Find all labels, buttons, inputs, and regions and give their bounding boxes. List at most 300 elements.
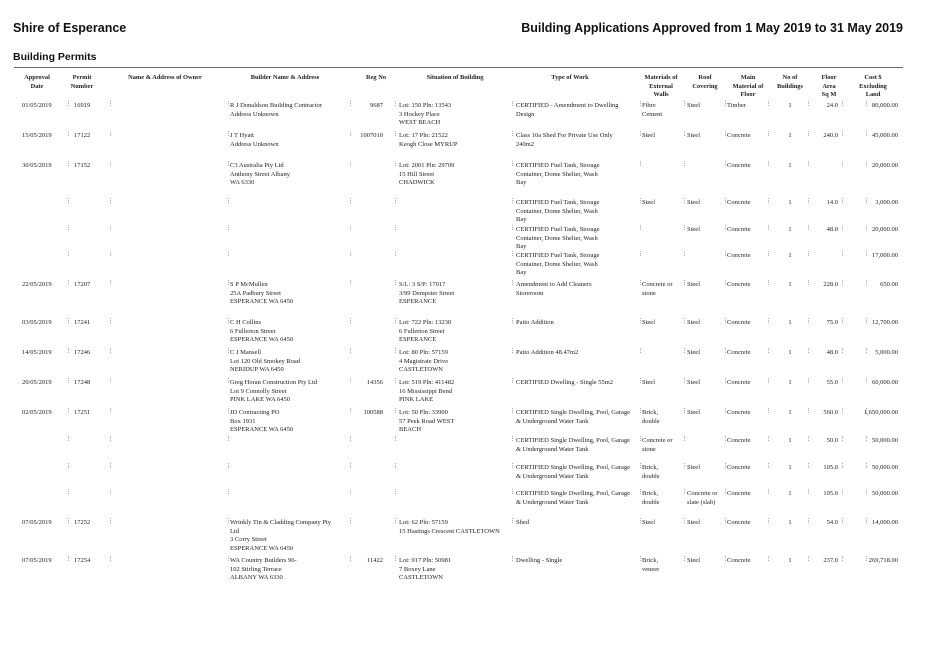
approval-date: 15/05/2019 (22, 132, 52, 139)
column-divider-tick (684, 161, 685, 166)
column-header-roof: Roof Covering (692, 74, 718, 90)
cost: 1,650,000.00 (863, 409, 898, 416)
column-divider-tick (395, 348, 396, 353)
column-divider-tick (110, 161, 111, 166)
column-divider-tick (768, 198, 769, 203)
column-divider-tick (684, 280, 685, 285)
column-divider-tick (725, 280, 726, 285)
column-divider-tick (866, 348, 867, 353)
column-divider-tick (68, 318, 69, 323)
column-divider-tick (512, 378, 513, 383)
column-divider-tick (350, 436, 351, 441)
column-divider-tick (512, 489, 513, 494)
situation: Lot: 917 Pln: 50981 7 Boxey Lane CASTLETOWN (399, 557, 452, 582)
column-divider-tick (684, 436, 685, 441)
external-walls: Fibre Cement (642, 102, 663, 118)
external-walls: Steel (642, 132, 655, 139)
column-divider-tick (808, 378, 809, 383)
column-divider-tick (808, 436, 809, 441)
column-divider-tick (110, 225, 111, 230)
column-divider-tick (512, 436, 513, 441)
column-divider-tick (866, 436, 867, 441)
type-of-work: CERTIFIED Fuel Tank, Storage Container, Dome Shelter, Wash Bay (516, 199, 600, 224)
column-divider-tick (512, 131, 513, 136)
column-header-type-of-work: Type of Work (551, 74, 589, 81)
column-divider-tick (725, 101, 726, 106)
column-divider-tick (866, 463, 867, 468)
builder-name-address: C J Mansell Lot 120 Old Smokey Road NERIDUP WA 6450 (230, 349, 301, 374)
column-divider-tick (768, 101, 769, 106)
cost: 650.00 (880, 281, 898, 288)
number-of-buildings: 1 (788, 519, 792, 526)
column-divider-tick (228, 408, 229, 413)
column-divider-tick (228, 318, 229, 323)
column-divider-tick (842, 518, 843, 523)
council-name: Shire of Esperance (13, 21, 127, 35)
column-divider-tick (350, 131, 351, 136)
reg-no: 11422 (366, 557, 383, 564)
report-title: Building Applications Approved from 1 May 2019 to 31 May 2019 (521, 21, 903, 35)
column-header-cost: Cost $ Excluding Land (859, 74, 887, 98)
column-divider-tick (684, 318, 685, 323)
column-divider-tick (725, 463, 726, 468)
roof-covering: Steel (687, 519, 700, 526)
column-divider-tick (68, 101, 69, 106)
column-divider-tick (110, 198, 111, 203)
column-divider-tick (684, 408, 685, 413)
column-divider-tick (640, 198, 641, 203)
cost: 5,000.00 (875, 349, 898, 356)
column-divider-tick (640, 489, 641, 494)
column-divider-tick (808, 556, 809, 561)
column-divider-tick (350, 161, 351, 166)
column-divider-tick (512, 318, 513, 323)
type-of-work: CERTIFIED Fuel Tank, Storage Container, Dome Shelter, Wash Bay (516, 226, 600, 251)
column-header-permit-number: Permit Number (70, 74, 94, 90)
floor-area: 50.0 (826, 437, 838, 444)
number-of-buildings: 1 (788, 319, 792, 326)
column-divider-tick (866, 251, 867, 256)
type-of-work: CERTIFIED Fuel Tank, Storage Container, Dome Shelter, Wash Bay (516, 162, 600, 187)
floor-material: Concrete (727, 226, 751, 233)
roof-covering: Steel (687, 557, 700, 564)
external-walls: Steel (642, 319, 655, 326)
type-of-work: Shed (516, 519, 529, 526)
approval-date: 02/05/2019 (22, 409, 52, 416)
floor-material: Concrete (727, 162, 751, 169)
approval-date: 20/05/2019 (22, 379, 52, 386)
column-divider-tick (842, 318, 843, 323)
column-divider-tick (228, 251, 229, 256)
column-divider-tick (640, 436, 641, 441)
column-divider-tick (68, 161, 69, 166)
column-divider-tick (684, 225, 685, 230)
situation: Lot: 2001 Pln: 29709 15 Hill Street CHADWICK (399, 162, 455, 187)
floor-area: 14.0 (826, 199, 838, 206)
floor-material: Concrete (727, 132, 751, 139)
floor-area: 105.0 (823, 490, 838, 497)
column-divider-tick (725, 161, 726, 166)
type-of-work: CERTIFIED Single Dwelling, Pool, Garage & Underground Water Tank (516, 490, 631, 506)
column-divider-tick (228, 198, 229, 203)
column-divider-tick (68, 251, 69, 256)
floor-area: 237.0 (823, 557, 838, 564)
roof-covering: Steel (687, 349, 700, 356)
column-divider-tick (68, 556, 69, 561)
number-of-buildings: 1 (788, 226, 792, 233)
column-divider-tick (808, 318, 809, 323)
column-divider-tick (110, 489, 111, 494)
column-divider-tick (725, 408, 726, 413)
column-divider-tick (395, 556, 396, 561)
column-divider-tick (842, 463, 843, 468)
roof-covering: Steel (687, 199, 700, 206)
reg-no: 1007010 (360, 132, 383, 139)
column-divider-tick (768, 436, 769, 441)
column-divider-tick (228, 463, 229, 468)
type-of-work: CERTIFIED Single Dwelling, Pool, Garage & Underground Water Tank (516, 409, 631, 425)
column-divider-tick (395, 518, 396, 523)
permit-number: 17248 (74, 379, 91, 386)
number-of-buildings: 1 (788, 379, 792, 386)
section-title: Building Permits (13, 51, 97, 63)
roof-covering: Steel (687, 132, 700, 139)
column-divider-tick (350, 251, 351, 256)
situation: Lot: 150 Pln: 13543 3 Hockey Place WEST BEACH (399, 102, 452, 127)
column-divider-tick (228, 280, 229, 285)
number-of-buildings: 1 (788, 349, 792, 356)
column-divider-tick (725, 378, 726, 383)
floor-area: 105.0 (823, 464, 838, 471)
floor-area: 54.0 (826, 519, 838, 526)
column-divider-tick (866, 225, 867, 230)
floor-area: 48.0 (826, 349, 838, 356)
column-divider-tick (350, 518, 351, 523)
column-header-walls: Materials of External Walls (644, 74, 678, 98)
column-divider-tick (110, 436, 111, 441)
column-divider-tick (228, 518, 229, 523)
roof-covering: Concrete or slate (slab) (687, 490, 718, 506)
type-of-work: CERTIFIED Fuel Tank, Storage Container, Dome Shelter, Wash Bay (516, 252, 600, 277)
reg-no: 14356 (366, 379, 383, 386)
external-walls: Steel (642, 379, 655, 386)
type-of-work: Class 10a Shed For Private Use Only 240m2 (516, 132, 613, 148)
column-header-reg-no: Reg No (365, 74, 387, 81)
column-divider-tick (808, 518, 809, 523)
column-divider-tick (640, 378, 641, 383)
column-divider-tick (725, 131, 726, 136)
column-divider-tick (68, 463, 69, 468)
column-divider-tick (350, 489, 351, 494)
number-of-buildings: 1 (788, 437, 792, 444)
column-divider-tick (640, 225, 641, 230)
column-divider-tick (640, 348, 641, 353)
external-walls: Concrete or stone (642, 281, 673, 297)
column-divider-tick (68, 378, 69, 383)
column-divider-tick (866, 489, 867, 494)
column-divider-tick (228, 225, 229, 230)
column-divider-tick (512, 280, 513, 285)
situation: Lot: 50 Pln: 33900 57 Peek Road WEST BEACH (399, 409, 455, 434)
builder-name-address: Greg Horan Construction Pty Ltd Lot 9 Connolly Street PINK LAKE WA 6450 (230, 379, 318, 404)
column-divider-tick (640, 280, 641, 285)
column-divider-tick (866, 131, 867, 136)
column-divider-tick (768, 225, 769, 230)
column-divider-tick (512, 161, 513, 166)
column-divider-tick (866, 101, 867, 106)
type-of-work: CERTIFIED Dwelling - Single 55m2 (516, 379, 614, 386)
approval-date: 14/05/2019 (22, 349, 52, 356)
permit-number: 17251 (74, 409, 91, 416)
column-divider-tick (68, 280, 69, 285)
type-of-work: CERTIFIED Single Dwelling, Pool, Garage & Underground Water Tank (516, 437, 631, 453)
column-divider-tick (842, 378, 843, 383)
permit-number: 17152 (74, 162, 91, 169)
builder-name-address: C3 Australia Pty Ltd Anthony Street Albany WA 6330 (230, 162, 290, 187)
cost: 50,000.00 (872, 437, 898, 444)
column-divider-tick (640, 518, 641, 523)
floor-material: Concrete (727, 437, 751, 444)
column-divider-tick (684, 463, 685, 468)
number-of-buildings: 1 (788, 102, 792, 109)
number-of-buildings: 1 (788, 464, 792, 471)
column-divider-tick (725, 489, 726, 494)
column-divider-tick (350, 556, 351, 561)
column-divider-tick (640, 556, 641, 561)
column-divider-tick (228, 348, 229, 353)
column-divider-tick (808, 489, 809, 494)
column-divider-tick (684, 348, 685, 353)
column-divider-tick (808, 225, 809, 230)
column-divider-tick (350, 280, 351, 285)
type-of-work: CERTIFIED - Amendment to Dwelling Design (516, 102, 619, 118)
column-divider-tick (768, 463, 769, 468)
situation: Lot: 519 Pln: 411482 16 Mississippi Bend PINK LAKE (399, 379, 455, 404)
floor-area: 240.0 (823, 132, 838, 139)
column-divider-tick (395, 378, 396, 383)
builder-name-address: WA Country Builders 96- 102 Stirling Terrace ALBANY WA 6330 (230, 557, 297, 582)
column-divider-tick (395, 436, 396, 441)
column-divider-tick (684, 489, 685, 494)
number-of-buildings: 1 (788, 132, 792, 139)
column-divider-tick (842, 436, 843, 441)
column-divider-tick (350, 198, 351, 203)
column-divider-tick (395, 408, 396, 413)
column-divider-tick (395, 463, 396, 468)
floor-area: 228.0 (823, 281, 838, 288)
situation: Lot: 80 Pln: 57159 4 Magistrate Drive CASTLETOWN (399, 349, 449, 374)
column-divider-tick (110, 348, 111, 353)
roof-covering: Steel (687, 464, 700, 471)
column-divider-tick (808, 408, 809, 413)
column-divider-tick (512, 251, 513, 256)
column-header-floor: Main Material of Floor (732, 74, 764, 98)
column-divider-tick (110, 518, 111, 523)
column-divider-tick (684, 556, 685, 561)
type-of-work: Patio Addition (516, 319, 554, 326)
floor-material: Concrete (727, 319, 751, 326)
column-divider-tick (228, 436, 229, 441)
column-divider-tick (512, 463, 513, 468)
floor-area: 55.0 (826, 379, 838, 386)
column-divider-tick (640, 101, 641, 106)
column-divider-tick (725, 318, 726, 323)
cost: 12,700.00 (872, 319, 898, 326)
type-of-work: Patio Addition 48.47m2 (516, 349, 579, 356)
floor-area: 75.0 (826, 319, 838, 326)
builder-name-address: JD Contracting PO Box 1931 ESPERANCE WA 6450 (230, 409, 294, 434)
number-of-buildings: 1 (788, 252, 792, 259)
cost: 50,000.00 (872, 490, 898, 497)
column-divider-tick (842, 556, 843, 561)
approval-date: 07/05/2019 (22, 557, 52, 564)
column-divider-tick (68, 408, 69, 413)
column-divider-tick (725, 198, 726, 203)
column-divider-tick (866, 518, 867, 523)
column-divider-tick (768, 489, 769, 494)
column-divider-tick (68, 131, 69, 136)
approval-date: 03/05/2019 (22, 319, 52, 326)
column-divider-tick (350, 463, 351, 468)
column-divider-tick (110, 101, 111, 106)
column-divider-tick (684, 131, 685, 136)
column-divider-tick (640, 131, 641, 136)
floor-material: Concrete (727, 252, 751, 259)
column-divider-tick (842, 489, 843, 494)
permit-number: 16919 (74, 102, 91, 109)
column-divider-tick (684, 101, 685, 106)
roof-covering: Steel (687, 226, 700, 233)
column-divider-tick (684, 378, 685, 383)
floor-material: Concrete (727, 557, 751, 564)
column-divider-tick (228, 556, 229, 561)
permit-number: 17241 (74, 319, 91, 326)
column-divider-tick (768, 131, 769, 136)
builder-name-address: S P McMullen 25A Padbury Street ESPERANCE WA 6450 (230, 281, 294, 306)
column-divider-tick (512, 556, 513, 561)
floor-area: 24.0 (826, 102, 838, 109)
floor-material: Concrete (727, 409, 751, 416)
column-divider-tick (768, 251, 769, 256)
column-divider-tick (640, 251, 641, 256)
builder-name-address: C H Collins 6 Fullerton Street ESPERANCE WA 6450 (230, 319, 294, 344)
floor-material: Concrete (727, 379, 751, 386)
column-divider-tick (768, 556, 769, 561)
column-divider-tick (228, 378, 229, 383)
column-divider-tick (842, 101, 843, 106)
cost: 50,000.00 (872, 464, 898, 471)
column-divider-tick (808, 161, 809, 166)
number-of-buildings: 1 (788, 490, 792, 497)
column-divider-tick (110, 378, 111, 383)
builder-name-address: R J Donaldson Building Contractor Address Unknown (230, 102, 323, 118)
column-divider-tick (512, 348, 513, 353)
situation: Lot: 62 Pln: 57159 15 Hastings Crescent CASTLETOWN (399, 519, 500, 535)
cost: 80,000.00 (872, 102, 898, 109)
column-divider-tick (68, 518, 69, 523)
column-divider-tick (640, 161, 641, 166)
column-divider-tick (350, 378, 351, 383)
floor-material: Concrete (727, 349, 751, 356)
cost: 20,000.00 (872, 226, 898, 233)
column-divider-tick (684, 198, 685, 203)
builder-name-address: Wrinkly Tin & Cladding Company Pty Ltd 3 Corry Street ESPERANCE WA 6450 (230, 519, 332, 552)
column-divider-tick (808, 348, 809, 353)
situation: S/L: 3 S/P: 17017 3/99 Dempster Street ESPERANCE (399, 281, 455, 306)
external-walls: Brick, veneer (642, 557, 660, 573)
column-divider-tick (350, 225, 351, 230)
floor-area: 48.0 (826, 226, 838, 233)
roof-covering: Steel (687, 319, 700, 326)
column-divider-tick (725, 251, 726, 256)
permit-number: 17254 (74, 557, 91, 564)
situation: Lot: 17 Pln: 21522 Keogh Close MYRUP (399, 132, 458, 148)
permit-number: 17122 (74, 132, 91, 139)
column-divider-tick (110, 131, 111, 136)
column-divider-tick (350, 318, 351, 323)
cost: 3,000.00 (875, 199, 898, 206)
column-divider-tick (110, 408, 111, 413)
column-divider-tick (395, 489, 396, 494)
column-divider-tick (512, 225, 513, 230)
column-header-builder: Builder Name & Address (250, 74, 320, 81)
column-divider-tick (768, 318, 769, 323)
column-header-buildings: No of Buildings (777, 74, 803, 90)
column-divider-tick (512, 101, 513, 106)
column-header-situation: Situation of Building (426, 74, 484, 81)
column-divider-tick (640, 408, 641, 413)
number-of-buildings: 1 (788, 409, 792, 416)
floor-material: Concrete (727, 464, 751, 471)
roof-covering: Steel (687, 281, 700, 288)
column-divider-tick (725, 556, 726, 561)
column-divider-tick (866, 378, 867, 383)
column-divider-tick (842, 198, 843, 203)
column-divider-tick (110, 280, 111, 285)
column-divider-tick (512, 518, 513, 523)
cost: 20,000.00 (872, 162, 898, 169)
external-walls: Steel (642, 519, 655, 526)
column-divider-tick (395, 101, 396, 106)
column-divider-tick (228, 101, 229, 106)
type-of-work: Amendment to Add Cleaners Storeroom (516, 281, 592, 297)
column-divider-tick (684, 251, 685, 256)
column-divider-tick (768, 408, 769, 413)
external-walls: Brick, double (642, 409, 660, 425)
column-divider-tick (350, 101, 351, 106)
column-divider-tick (350, 408, 351, 413)
roof-covering: Steel (687, 409, 700, 416)
column-divider-tick (768, 378, 769, 383)
cost: 45,000.00 (872, 132, 898, 139)
cost: 269,718.00 (868, 557, 898, 564)
column-divider-tick (842, 408, 843, 413)
column-divider-tick (110, 251, 111, 256)
column-divider-tick (842, 161, 843, 166)
floor-material: Timber (727, 102, 746, 109)
column-divider-tick (866, 198, 867, 203)
column-divider-tick (768, 280, 769, 285)
column-header-area: Floor Area Sq M (821, 74, 837, 98)
approval-date: 22/05/2019 (22, 281, 52, 288)
column-divider-tick (768, 348, 769, 353)
column-divider-tick (866, 556, 867, 561)
approval-date: 30/05/2019 (22, 162, 52, 169)
column-header-owner: Name & Address of Owner (128, 74, 202, 81)
column-divider-tick (395, 131, 396, 136)
column-divider-tick (395, 161, 396, 166)
floor-material: Concrete (727, 281, 751, 288)
